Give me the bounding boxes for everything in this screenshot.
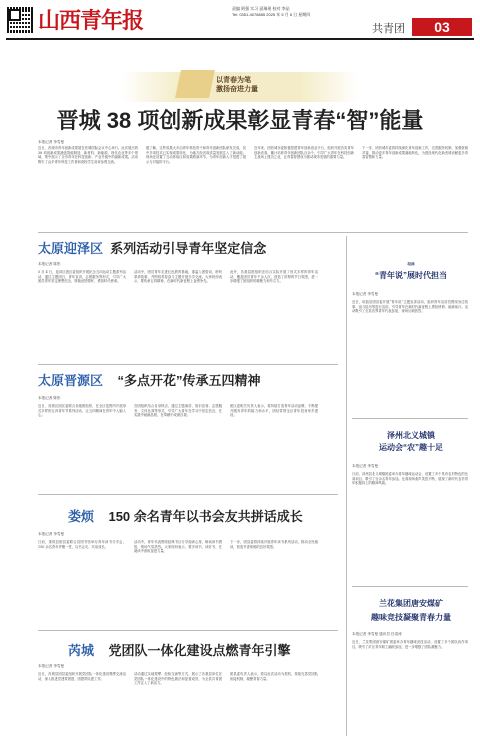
article4-headline xyxy=(68,506,303,525)
sidebar1-kicker: 垣曲 xyxy=(407,262,415,266)
sidebar1-title: “青年说”展时代担当 xyxy=(375,271,447,280)
article4-col3: 下一步，团县委将持续开展青年读书系列活动，推动全民阅读，营造书香浓郁的良好氛围。 xyxy=(230,540,318,549)
banner-kicker-line2: 激扬奋进力量 xyxy=(216,86,258,93)
article1-col2: 据了解，这些成果大多由青年科技骨干和青年创新团队研发完成，其中多项技术已实现成果转化，为地方经济高质量发展注入了新动能。现场还设置了互动体验区和成果路演环节，为青年创新人才搭建了展示与对接的平台。 xyxy=(146,146,246,164)
banner-headline: 晋城 38 项创新成果彰显青春“智”能量 xyxy=(56,108,424,133)
sidebar3-title: 兰花集团唐安煤矿 xyxy=(379,599,443,608)
section-name: 共青团 xyxy=(372,23,405,35)
article1-col3: 近年来，团晋城市委积极搭建青年创新创业平台，组织开展各类青年创新竞赛，累计培育青年创新团队百余个，引导广大青年在科技创新主战场上建功立业，让青春智慧成为推动城市发展的重要力量。 xyxy=(254,146,354,160)
article5-headline xyxy=(68,640,290,659)
article5-title: 党团队一体化建设点燃青年引擎 xyxy=(108,643,291,658)
article2-title: 系列活动引导青年坚定信念 xyxy=(110,241,267,256)
banner-kicker xyxy=(216,76,258,94)
banner-kicker-line1: 以青春为笔 xyxy=(216,77,251,84)
article3-col1: 近日，晋源区团区委联合各级团组织，在全区范围内开展形式多样的五四青年节系列活动，让五四精神在青年中入脑入心。 xyxy=(38,404,126,418)
masthead-info-line1: 责编 阿强 实习 邱瑞瑶 校对 李品 xyxy=(232,6,290,11)
article2-col2: 活动中，团员青年走进红色教育基地，重温入团誓词，聆听革命故事，并围绕青春奋斗主题开展分享交流。大家纷纷表示，要传承五四精神，在新时代新征程上奋勇争先。 xyxy=(134,270,222,284)
masthead-logo: 山西青年报 xyxy=(38,8,144,34)
article2-headline xyxy=(38,238,266,257)
article2-byline: 本报记者 陈彤 xyxy=(38,262,61,266)
article1-col4: 下一步，团晋城市委将持续深化青年创新工作，完善服务机制，加强资源对接，推动更多青年创新成果落地转化，为建设现代化新晋城贡献更多青春智慧和力量。 xyxy=(362,146,468,160)
sidebar2-text: 日前，泽州县北义城镇团委举办青年趣味运动会，设置了多个具有农村特色的比赛项目，吸引了百余名青年参加。比赛现场欢声笑语不断，展现了新时代农村青年积极向上的精神风貌。 xyxy=(352,472,468,486)
masthead-info xyxy=(232,6,310,18)
article3-byline: 本报记者 陈彤 xyxy=(38,396,61,400)
article2-col3: 此外，各基层团组织还结合实际开展了形式多样的青年活动，覆盖团员青年千余人次，营造了浓厚的节日氛围，进一步增强了团组织的凝聚力和号召力。 xyxy=(230,270,318,284)
page-number: 03 xyxy=(412,18,472,36)
masthead-info-line2: Tel: 0351-4078855 2025 年 5 月 6 日 星期四 xyxy=(232,12,311,17)
article1-col1: 近日，晋城市青年创新成果展在晋城国际会议中心举行。此次展出的 38 项创新成果涵盖智能制造、新材料、新能源、现代农业等多个领域，集中展示了全市青年在科技创新、产业升级中的最新成果。活动吸引了众多青年科技工作者和高校学生前来参观交流。 xyxy=(38,146,138,164)
article4-title: 150 余名青年以书会友共拼话成长 xyxy=(108,509,303,524)
article4-byline: 本报记者 李雪曼 xyxy=(38,532,65,536)
qr-code xyxy=(7,7,33,33)
sidebar2-title: 运动会“农”趣十足 xyxy=(379,443,443,452)
sidebar3-subtitle: 趣味竞技凝聚青春力量 xyxy=(371,613,451,622)
article5-col2: 活动通过实地观摩、经验交流等方式，展示了各基层单位在党团队一体化建设中的特色做法和显著成效，为全县共青团工作注入了新活力。 xyxy=(134,672,222,686)
divider xyxy=(38,630,338,631)
article3-title: “多点开花”传承五四精神 xyxy=(117,373,261,388)
sidebar-divider xyxy=(346,236,347,736)
sidebar3-byline: 本报记者 李雪曼 通讯员 任清涛 xyxy=(352,632,402,636)
article5-col1: 近日，芮城县团县委组织开展党团队一体化建设观摩交流活动，深入推进党建带团建、团建带队建工作。 xyxy=(38,672,126,681)
article4-col1: 日前，娄烦县团县委联合县图书馆举办青年读书分享会，150 余名青年齐聚一堂，以书会友、共话成长。 xyxy=(38,540,126,549)
article5-byline: 本报记者 李雪曼 xyxy=(38,664,65,668)
article2-district: 太原迎泽区 xyxy=(38,241,104,256)
divider xyxy=(352,418,468,419)
article3-headline xyxy=(38,370,260,389)
article3-district: 太原晋源区 xyxy=(38,373,104,388)
sidebar3-text: 近日，兰花集团唐安煤矿团委举办青年趣味竞技活动，设置了多个团队协作项目，吸引了矿区青年职工踊跃参加，进一步增强了团队凝聚力。 xyxy=(352,640,468,649)
article2-col1: 5 月 4 日，迎泽区团区委组织开展纪念五四运动主题系列活动，通过主题团日、青年宣讲、志愿服务等形式，引导广大团员青年坚定理想信念，厚植爱国情怀，勇担时代使命。 xyxy=(38,270,126,284)
divider xyxy=(38,232,468,233)
header-rule xyxy=(6,38,474,40)
sidebar2-kicker: 泽州北义城镇 xyxy=(387,431,435,440)
sidebar2-byline: 本报记者 李雪曼 xyxy=(352,464,379,468)
article5-district: 芮城 xyxy=(68,643,95,658)
article4-district: 娄烦 xyxy=(68,509,95,524)
article4-col2: 活动中，青年代表围绕经典书目分享阅读心得，畅谈读书感悟，现场气氛热烈。大家纷纷表示，要多读书、读好书，在阅读中汲取奋进力量。 xyxy=(134,540,222,554)
sidebar1-text: 近日，垣曲县团县委开展“青年说”主题宣讲活动，组织青年宣讲员围绕身边故事、奋斗经历等进行宣讲，引导青年在新时代新征程上勇担使命、砥砺前行。活动吸引了全县各界青年代表参加，现场反响热烈。 xyxy=(352,300,468,314)
divider xyxy=(38,494,338,495)
divider xyxy=(352,586,468,587)
divider xyxy=(38,364,338,365)
banner-byline: 本报记者 李雪曼 xyxy=(38,140,65,144)
kicker-emblem xyxy=(175,70,215,98)
sidebar1-byline: 本报记者 李雪曼 xyxy=(352,292,379,296)
article3-col3: 团区委相关负责人表示，将持续打造青年活动品牌，不断提升服务青年的能力和水平，团结带领全区青年投身家乡建设。 xyxy=(230,404,318,418)
article3-col2: 各团组织结合自身特点，通过主题演讲、知识竞赛、志愿服务、文体比赛等形式，引导广大青年在学习中坚定信念，在实践中砥砺品格，在奉献中成就自我。 xyxy=(134,404,222,418)
article5-col3: 团县委负责人表示，将以此次活动为契机，持续完善党团队衔接机制，凝聚青春力量。 xyxy=(230,672,318,681)
